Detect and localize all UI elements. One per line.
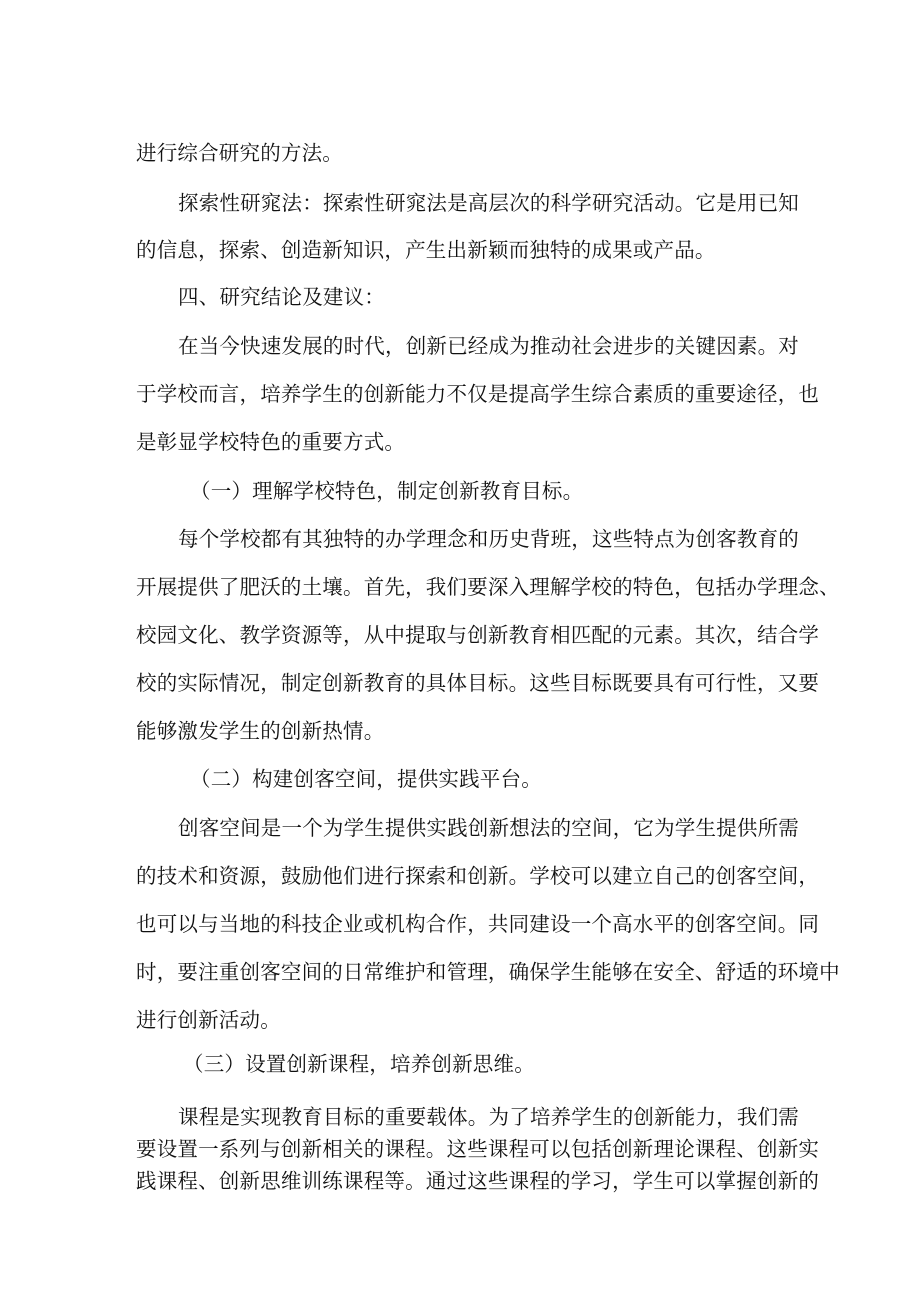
section-heading: 四、研究结论及建议： [178, 285, 385, 309]
text-line: 进行创新活动。 [136, 1008, 281, 1032]
text-line: 校的实际情况，制定创新教育的具体目标。这些目标既要具有可行性，又要 [136, 671, 820, 695]
text-line: 课程是实现教育目标的重要载体。为了培养学生的创新能力，我们需 [178, 1105, 799, 1129]
subsection-heading: （一）理解学校特色，制定创新教育目标。 [190, 479, 584, 503]
text-line: 也可以与当地的科技企业或机构合作，共同建设一个高水平的创客空间。同 [136, 912, 820, 936]
text-line: 的技术和资源，鼓励他们进行探索和创新。学校可以建立自己的创客空间， [136, 864, 820, 888]
text-line: 进行综合研究的方法。 [136, 141, 343, 165]
text-line: 于学校而言，培养学生的创新能力不仅是提高学生综合素质的重要途径，也 [136, 382, 820, 406]
subsection-heading: （二）构建创客空间，提供实践平台。 [190, 767, 542, 791]
text-line: 每个学校都有其独特的办学理念和历史背班，这些特点为创客教育的 [178, 527, 799, 551]
text-line: 在当今快速发展的时代，创新已经成为推动社会进步的关键因素。对 [178, 334, 799, 358]
text-line: 创客空间是一个为学生提供实践创新想法的空间，它为学生提供所需 [178, 816, 799, 840]
text-line: 时，要注重创客空间的日常维护和管理，确保学生能够在安全、舒适的环境中 [136, 960, 840, 984]
text-line: 能够激发学生的创新热情。 [136, 719, 385, 743]
text-line: 探索性研窕法：探索性研窕法是高层次的科学研究活动。它是用已知 [178, 191, 799, 215]
text-line: 是彰显学校特色的重要方式。 [136, 430, 406, 454]
text-line: 践课程、创新思维训练课程等。通过这些课程的学习，学生可以掌握创新的 [136, 1169, 820, 1193]
text-line: 的信息，探索、创造新知识，产生出新颖而独特的成果或产品。 [136, 238, 716, 262]
text-line: 要设置一系列与创新相关的课程。这些课程可以包括创新理论课程、创新实 [136, 1137, 820, 1161]
subsection-heading: （三）设置创新课程，培养创新思维。 [183, 1052, 535, 1076]
text-line: 开展提供了肥沃的土壤。首先，我们要深入理解学校的特色，包括办学理念、 [136, 575, 840, 599]
text-line: 校园文化、教学资源等，从中提取与创新教育相匹配的元素。其次，结合学 [136, 623, 820, 647]
